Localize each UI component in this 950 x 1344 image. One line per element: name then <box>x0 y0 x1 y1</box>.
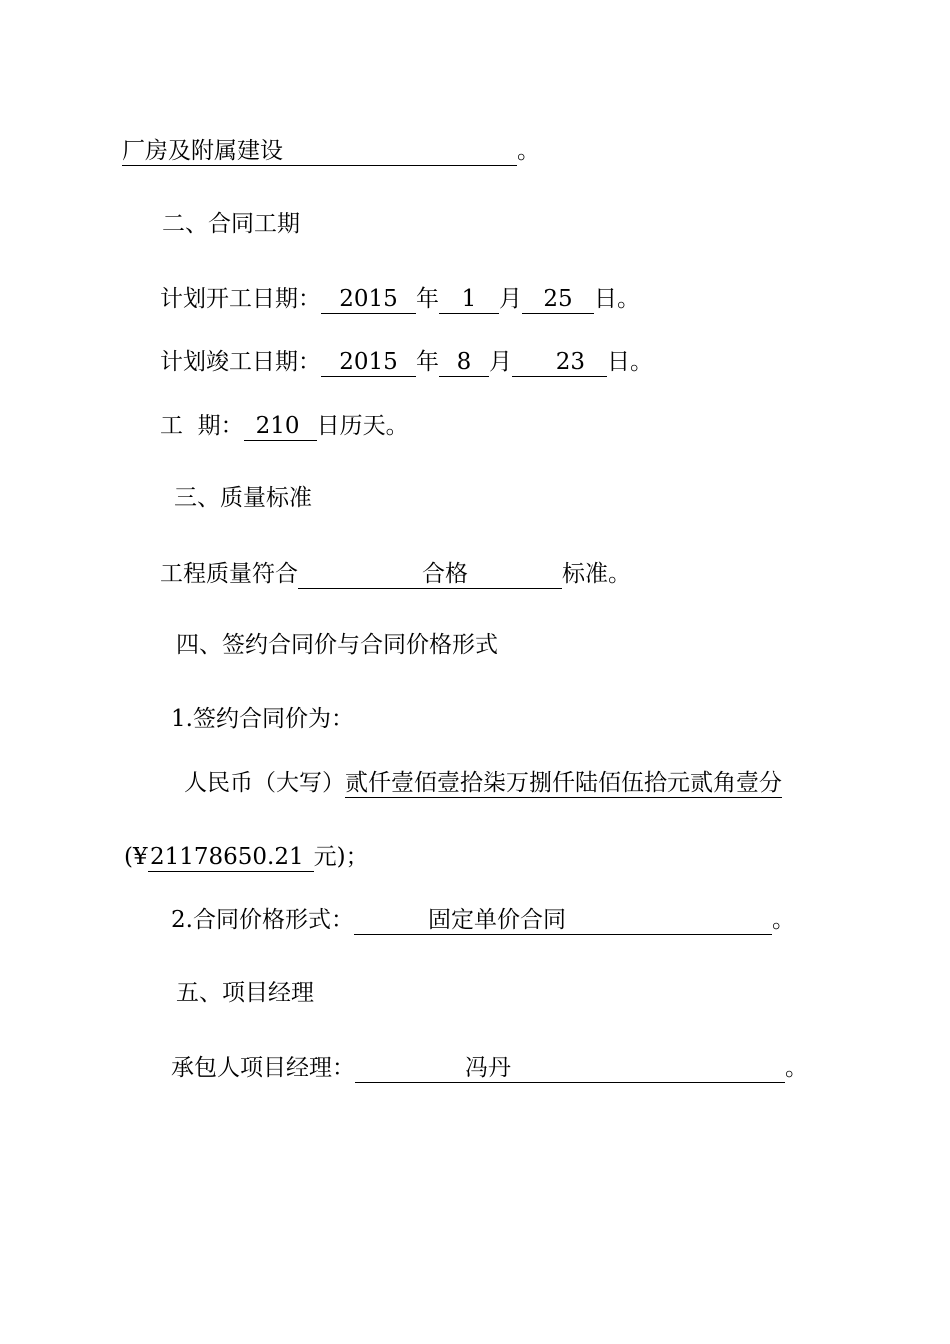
contract-price-item-label: 1.签约合同价为： <box>171 706 354 732</box>
start-year-field: 2015 <box>321 285 416 314</box>
end-day-unit: 日。 <box>607 349 653 375</box>
price-form-line <box>171 905 795 935</box>
rmb-words-line <box>184 768 782 798</box>
project-manager-name: 冯丹 <box>465 1055 511 1081</box>
duration-field <box>244 412 317 441</box>
start-day-unit: 日。 <box>594 286 640 312</box>
amount-value: 21178650.21 <box>149 844 304 870</box>
rmb-label: 人民币（大写） <box>184 770 345 796</box>
start-month-field: 1 <box>439 285 499 314</box>
section-2-heading: 二、合同工期 <box>162 211 300 237</box>
project-manager-line <box>171 1053 808 1083</box>
start-month-unit: 月 <box>499 286 522 312</box>
section-5-heading: 五、项目经理 <box>176 980 314 1006</box>
price-form-end: 。 <box>771 907 795 933</box>
end-day-value: 23 <box>555 349 585 375</box>
section-3-heading: 三、质量标准 <box>174 485 312 511</box>
price-form-value: 固定单价合同 <box>427 907 566 933</box>
duration-unit: 日历天。 <box>316 413 409 439</box>
start-year-unit: 年 <box>416 286 439 312</box>
end-month-field: 8 <box>439 348 489 377</box>
price-form-label: 2.合同价格形式： <box>171 907 354 933</box>
quality-field <box>298 560 562 589</box>
amount-field <box>148 843 314 872</box>
project-manager-field <box>355 1054 785 1083</box>
planned-end-date-line <box>160 347 653 377</box>
duration-value: 210 <box>255 413 300 439</box>
planned-end-label: 计划竣工日期： <box>160 349 321 375</box>
amount-open: (¥ <box>124 844 148 870</box>
end-year-unit: 年 <box>416 349 439 375</box>
start-day-field: 25 <box>522 285 594 314</box>
duration-line <box>160 411 409 441</box>
end-month-unit: 月 <box>489 349 512 375</box>
project-manager-end: 。 <box>785 1055 808 1081</box>
quality-suffix: 标准。 <box>562 561 631 587</box>
amount-line <box>124 842 369 872</box>
rmb-words-field: 贰仟壹佰壹拾柒万捌仟陆佰伍拾元贰角壹分 <box>345 770 782 796</box>
duration-label: 工 期： <box>160 413 244 439</box>
quality-standard-line <box>160 559 631 589</box>
amount-close: 元)； <box>313 844 369 870</box>
project-scope-end: 。 <box>517 138 540 164</box>
project-scope-line <box>122 136 540 166</box>
project-manager-label: 承包人项目经理： <box>171 1055 355 1081</box>
end-day-field <box>512 348 607 377</box>
quality-prefix: 工程质量符合 <box>160 561 298 587</box>
quality-value: 合格 <box>422 561 468 587</box>
project-scope-field <box>122 137 517 166</box>
planned-start-date-line <box>160 284 640 314</box>
planned-start-label: 计划开工日期： <box>160 286 321 312</box>
project-scope-text: 厂房及附属建设 <box>122 138 283 164</box>
end-year-field: 2015 <box>321 348 416 377</box>
price-form-field <box>354 906 772 935</box>
section-4-heading: 四、签约合同价与合同价格形式 <box>176 632 498 658</box>
